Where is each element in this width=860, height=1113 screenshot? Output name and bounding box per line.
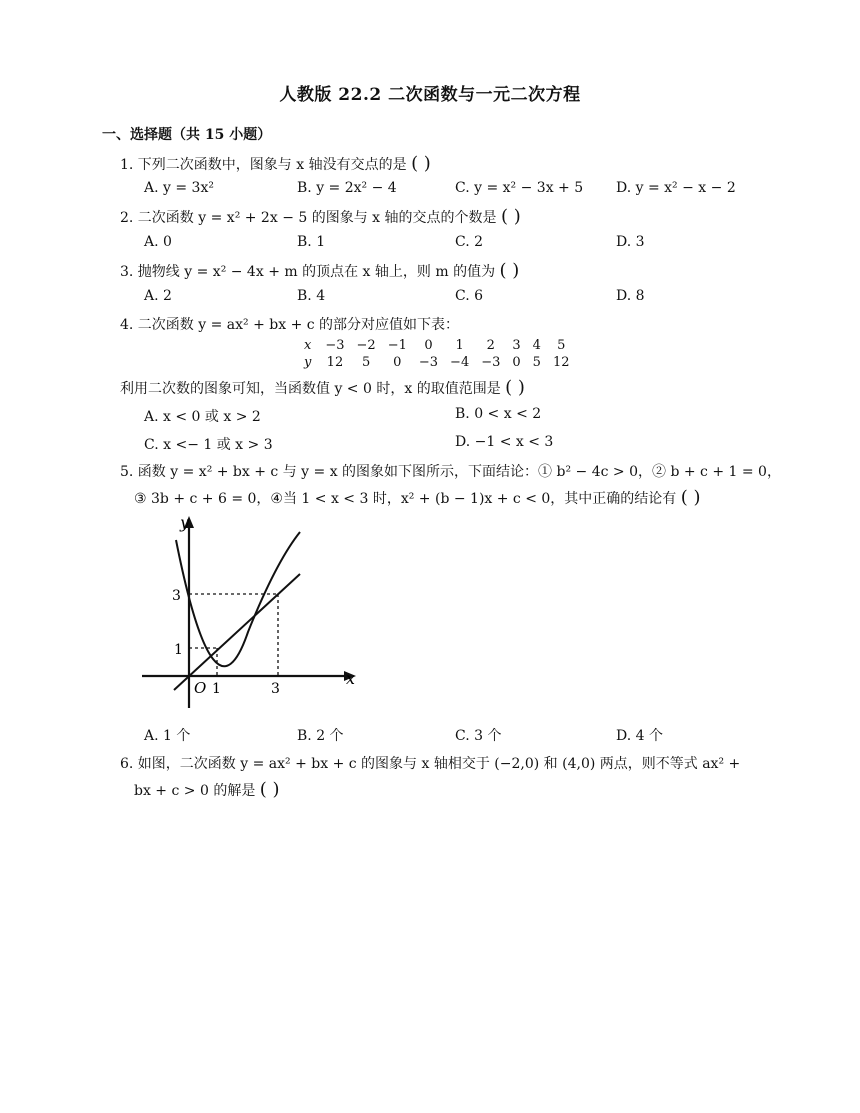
- option-c: C. 3 个: [455, 728, 502, 744]
- option-d: D. −1 < x < 3: [455, 434, 554, 450]
- table-cell: −4: [450, 355, 470, 370]
- line-y-equals-x: [174, 574, 300, 690]
- table-cell: 0: [424, 338, 433, 353]
- table-cell: 12: [552, 355, 570, 370]
- tick-y1: 1: [174, 642, 183, 658]
- table-header-x: x: [304, 338, 312, 353]
- table-cell: 4: [532, 338, 541, 353]
- table-row: [298, 337, 576, 354]
- origin-label: O: [194, 679, 207, 697]
- x-axis-label: x: [346, 669, 356, 688]
- tick-x1: 1: [212, 681, 221, 697]
- tick-x3: 3: [271, 681, 280, 697]
- table-header-y: y: [304, 355, 312, 370]
- option-c: C. y = x² − 3x + 5: [455, 180, 584, 196]
- table-cell: 3: [512, 338, 521, 353]
- table-cell: 12: [326, 355, 344, 370]
- answer-paren: ( ): [259, 779, 280, 800]
- question-1-text: 1. 下列二次函数中，图象与 x 轴没有交点的是: [120, 157, 407, 173]
- tick-y3: 3: [172, 588, 181, 604]
- section-heading: 一、选择题（共 15 小题）: [102, 127, 272, 143]
- table-row: [298, 354, 576, 371]
- table-cell: 1: [455, 338, 464, 353]
- question-3-stem: [120, 262, 519, 281]
- option-a: A. 1 个: [144, 728, 191, 744]
- table-cell: −3: [481, 355, 501, 370]
- question-4-text: 利用二次数的图象可知，当函数值 y < 0 时，x 的取值范围是: [120, 381, 501, 397]
- table-cell: 5: [361, 355, 371, 370]
- option-b: B. y = 2x² − 4: [297, 180, 397, 196]
- answer-paren: ( ): [505, 377, 525, 398]
- table-cell: −3: [325, 338, 345, 353]
- table-cell: −1: [387, 338, 407, 353]
- option-d: D. 4 个: [616, 728, 663, 744]
- question-6-stem-continued: [134, 781, 280, 800]
- table-cell: −3: [418, 355, 439, 370]
- table-cell: 0: [393, 355, 402, 370]
- option-b: B. 2 个: [297, 728, 344, 744]
- option-b: B. 1: [297, 234, 326, 250]
- answer-paren: ( ): [411, 153, 431, 174]
- parabola-curve: [176, 532, 300, 666]
- question-2-stem: [120, 208, 521, 227]
- question-5-text: ③ 3b + c + 6 = 0，④当 1 < x < 3 时，x² + (b − 1)x + c < 0，其中正确的结论有: [134, 491, 677, 507]
- answer-paren: ( ): [499, 260, 520, 281]
- table-cell: 0: [512, 355, 521, 370]
- table-cell: 2: [486, 338, 495, 353]
- function-graph-figure: [136, 512, 368, 712]
- question-5-stem-continued: [134, 489, 701, 508]
- option-d: D. 3: [616, 234, 645, 250]
- answer-paren: ( ): [680, 487, 701, 508]
- page-title: 人教版 22.2 二次函数与一元二次方程: [279, 85, 581, 105]
- question-6-text: bx + c > 0 的解是: [134, 783, 256, 799]
- question-4-stem-continued: [120, 379, 525, 398]
- answer-paren: ( ): [500, 206, 521, 227]
- question-3-text: 3. 抛物线 y = x² − 4x + m 的顶点在 x 轴上，则 m 的值为: [120, 264, 496, 280]
- option-a: A. 2: [144, 288, 172, 304]
- option-d: D. y = x² − x − 2: [616, 180, 736, 196]
- question-2-text: 2. 二次函数 y = x² + 2x − 5 的图象与 x 轴的交点的个数是: [120, 210, 497, 226]
- question-4-stem: 4. 二次函数 y = ax² + bx + c 的部分对应值如下表：: [120, 317, 460, 333]
- table-cell: 5: [532, 355, 541, 370]
- question-1-stem: [120, 155, 431, 174]
- option-b: B. 0 < x < 2: [455, 406, 542, 422]
- option-b: B. 4: [297, 288, 326, 304]
- option-a: A. 0: [144, 234, 172, 250]
- question-5-stem: 5. 函数 y = x² + bx + c 与 y = x 的图象如下图所示，下面结论：① b² − 4c > 0，② b + c + 1 = 0，: [120, 464, 781, 480]
- option-c: C. 6: [455, 288, 484, 304]
- table-cell: −2: [356, 338, 376, 353]
- value-table: [298, 337, 576, 371]
- option-c: C. x <− 1 或 x > 3: [144, 437, 273, 453]
- x-axis: [142, 671, 356, 681]
- y-axis-label: y: [180, 513, 190, 532]
- question-6-stem: 6. 如图，二次函数 y = ax² + bx + c 的图象与 x 轴相交于 (−2,0) 和 (4,0) 两点，则不等式 ax² +: [120, 756, 741, 772]
- option-a: A. y = 3x²: [144, 180, 214, 196]
- option-c: C. 2: [455, 234, 484, 250]
- table-cell: 5: [557, 338, 566, 353]
- option-d: D. 8: [616, 288, 645, 304]
- option-a: A. x < 0 或 x > 2: [144, 409, 261, 425]
